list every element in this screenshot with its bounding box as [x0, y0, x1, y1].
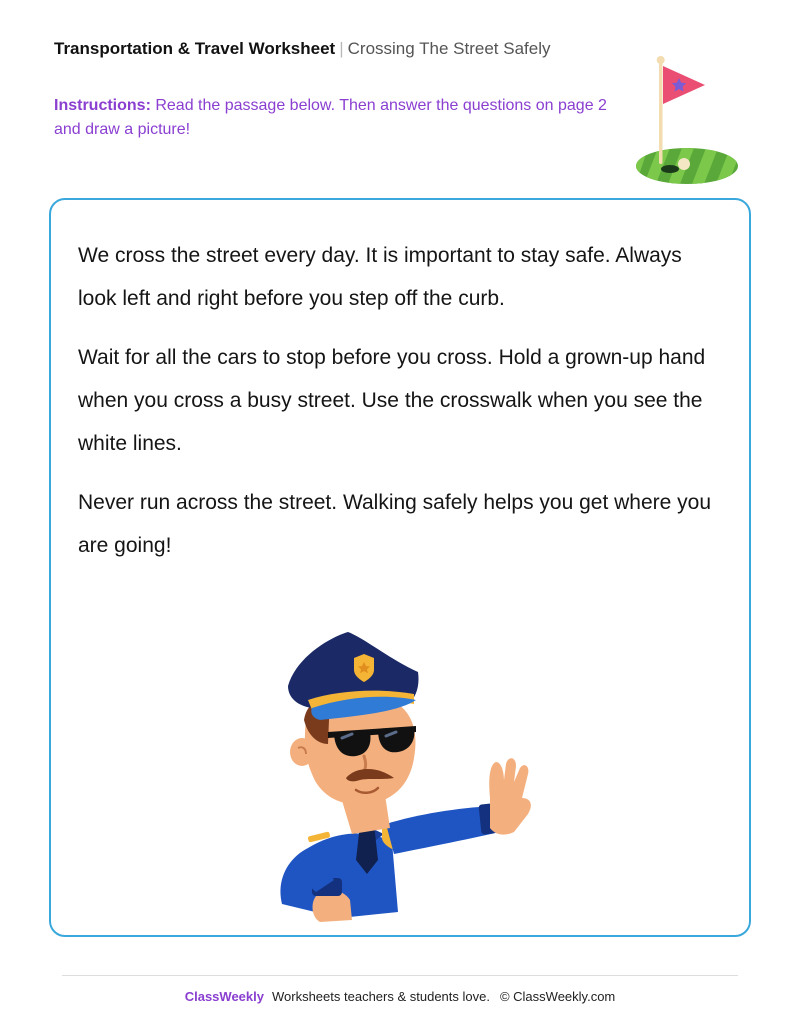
footer-brand: ClassWeekly [184, 989, 264, 1004]
footer-tagline: Worksheets teachers & students love. [271, 989, 490, 1004]
footer-divider [62, 975, 738, 976]
title-separator: | [339, 39, 344, 58]
passage-paragraph: We cross the street every day. It is important to stay safe. Always look left and right before you step off the curb. [78, 244, 682, 310]
instructions-label: Instructions: [54, 97, 151, 114]
reading-passage [78, 234, 718, 583]
passage-paragraph: Wait for all the cars to stop before you cross. Hold a grown-up hand when you cross a busy street. Use the crosswalk when you see the white lines. [78, 346, 706, 455]
police-officer-illustration [268, 628, 538, 924]
passage-paragraph: Never run across the street. Walking safely helps you get where you are going! [78, 491, 712, 557]
footer-copyright: © ClassWeekly.com [499, 989, 616, 1004]
worksheet-subtitle: Crossing The Street Safely [347, 39, 551, 58]
golf-flag-icon [632, 54, 742, 188]
worksheet-title: Transportation & Travel Worksheet [54, 39, 336, 58]
worksheet-header [54, 38, 614, 60]
instructions-text: Read the passage below. Then answer the questions on page 2 and draw a picture! [54, 97, 607, 138]
instructions [54, 94, 614, 142]
page-footer [0, 988, 800, 1006]
